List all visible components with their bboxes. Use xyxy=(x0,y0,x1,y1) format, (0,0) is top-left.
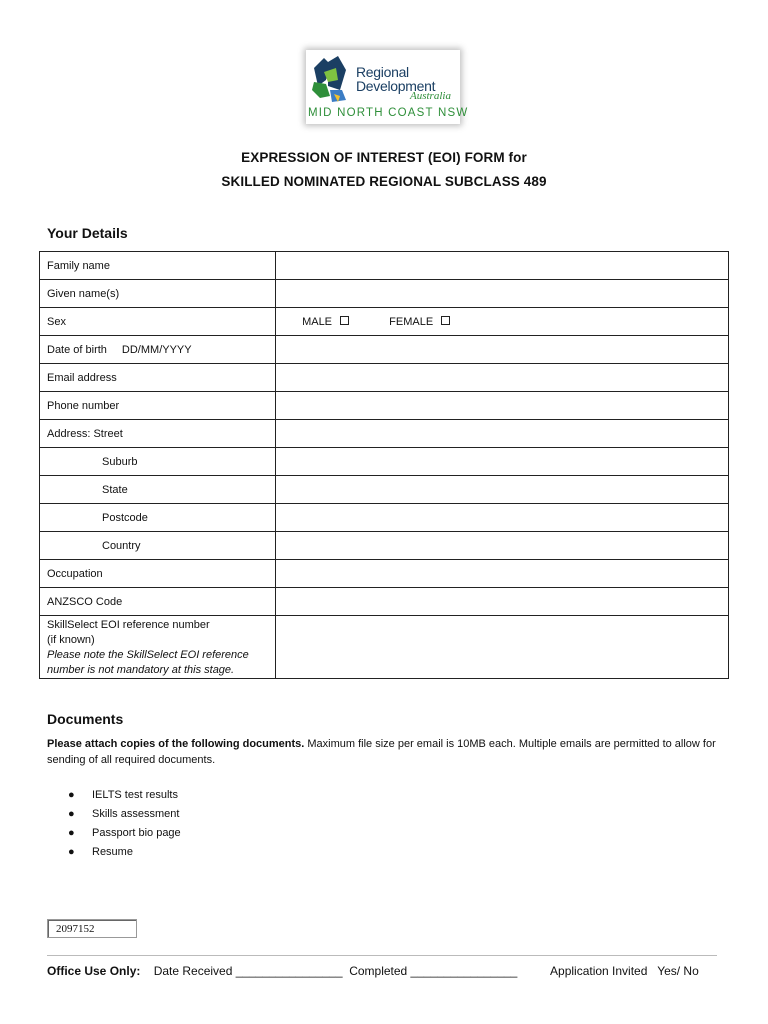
dob-label: Date of birth xyxy=(47,343,107,356)
postcode-label: Postcode xyxy=(102,511,148,524)
sex-options xyxy=(276,308,729,336)
female-option-label: FEMALE xyxy=(389,315,434,328)
male-checkbox[interactable] xyxy=(340,316,349,325)
dob-label-cell xyxy=(40,336,276,364)
given-names-label: Given name(s) xyxy=(40,280,276,308)
family-name-label: Family name xyxy=(40,252,276,280)
list-item xyxy=(47,843,181,862)
logo-text-region: MID NORTH COAST NSW xyxy=(308,107,469,119)
table-row-state xyxy=(40,476,729,504)
female-checkbox[interactable] xyxy=(441,316,450,325)
table-row-email xyxy=(40,364,729,392)
table-row-given-names xyxy=(40,280,729,308)
street-field[interactable] xyxy=(276,420,729,448)
anzsco-label: ANZSCO Code xyxy=(40,588,276,616)
documents-list xyxy=(47,786,181,862)
state-field[interactable] xyxy=(276,476,729,504)
form-title-line2: SKILLED NOMINATED REGIONAL SUBCLASS 489 xyxy=(221,174,547,189)
logo-text-australia: Australia xyxy=(410,90,451,102)
your-details-heading: Your Details xyxy=(47,225,128,241)
documents-intro-text: Maximum file size per email is 10MB each. Multiple emails are permitted to allow for sending of all required documents. xyxy=(47,738,716,766)
dob-field[interactable] xyxy=(276,336,729,364)
footer-divider xyxy=(47,955,717,956)
phone-label: Phone number xyxy=(40,392,276,420)
suburb-label: Suburb xyxy=(102,455,138,468)
dob-format-hint: DD/MM/YYYY xyxy=(121,343,192,356)
details-table xyxy=(39,251,729,679)
documents-intro xyxy=(47,736,727,768)
bullet-icon: ● xyxy=(68,808,75,820)
eoi-reference-field[interactable] xyxy=(276,616,729,679)
table-row-family-name xyxy=(40,252,729,280)
family-name-field[interactable] xyxy=(276,252,729,280)
document-item-label: Resume xyxy=(92,846,133,858)
postcode-field[interactable] xyxy=(276,504,729,532)
table-row-postcode xyxy=(40,504,729,532)
table-row-street xyxy=(40,420,729,448)
form-title-line1: EXPRESSION OF INTEREST (EOI) FORM for xyxy=(241,150,527,165)
eoi-reference-note-line2: number is not mandatory at this stage. xyxy=(47,663,235,676)
documents-heading: Documents xyxy=(47,711,124,727)
bullet-icon: ● xyxy=(68,789,75,801)
bullet-icon: ● xyxy=(68,846,75,858)
logo-text-development: Development xyxy=(356,78,436,94)
office-use-fields: Date Received ________________ Completed ________________ Application Invited Yes/ No xyxy=(140,964,699,978)
document-item-label: Skills assessment xyxy=(92,808,180,820)
eoi-reference-label: SkillSelect EOI reference number xyxy=(47,618,210,631)
phone-field[interactable] xyxy=(276,392,729,420)
country-label: Country xyxy=(102,539,141,552)
male-option-label: MALE xyxy=(302,315,333,328)
list-item xyxy=(47,786,181,805)
suburb-field[interactable] xyxy=(276,448,729,476)
email-field[interactable] xyxy=(276,364,729,392)
table-row-dob xyxy=(40,336,729,364)
state-label: State xyxy=(102,483,128,496)
list-item xyxy=(47,805,181,824)
table-row-eoi-reference xyxy=(40,616,729,679)
table-row-occupation xyxy=(40,560,729,588)
state-label-cell xyxy=(40,476,276,504)
reference-number-box: 2097152 xyxy=(47,919,137,938)
occupation-label: Occupation xyxy=(40,560,276,588)
street-label: Address: Street xyxy=(40,420,276,448)
postcode-label-cell xyxy=(40,504,276,532)
bullet-icon: ● xyxy=(68,827,75,839)
document-item-label: IELTS test results xyxy=(92,789,178,801)
country-label-cell xyxy=(40,532,276,560)
eoi-reference-if-known: (if known) xyxy=(47,633,95,646)
table-row-anzsco xyxy=(40,588,729,616)
sex-label: Sex xyxy=(40,308,276,336)
list-item xyxy=(47,824,181,843)
table-row-phone xyxy=(40,392,729,420)
given-names-field[interactable] xyxy=(276,280,729,308)
table-row-suburb xyxy=(40,448,729,476)
table-row-sex xyxy=(40,308,729,336)
logo-text-regional: Regional xyxy=(356,64,409,80)
office-use-label: Office Use Only: xyxy=(47,964,141,978)
eoi-reference-label-cell xyxy=(40,616,276,679)
occupation-field[interactable] xyxy=(276,560,729,588)
suburb-label-cell xyxy=(40,448,276,476)
rda-logo xyxy=(306,50,469,124)
document-item-label: Passport bio page xyxy=(92,827,181,839)
documents-intro-bold: Please attach copies of the following documents. xyxy=(47,738,305,750)
eoi-reference-note-line1: Please note the SkillSelect EOI reference xyxy=(47,648,249,661)
table-row-country xyxy=(40,532,729,560)
email-label: Email address xyxy=(40,364,276,392)
anzsco-field[interactable] xyxy=(276,588,729,616)
office-use-line xyxy=(47,964,727,978)
country-field[interactable] xyxy=(276,532,729,560)
